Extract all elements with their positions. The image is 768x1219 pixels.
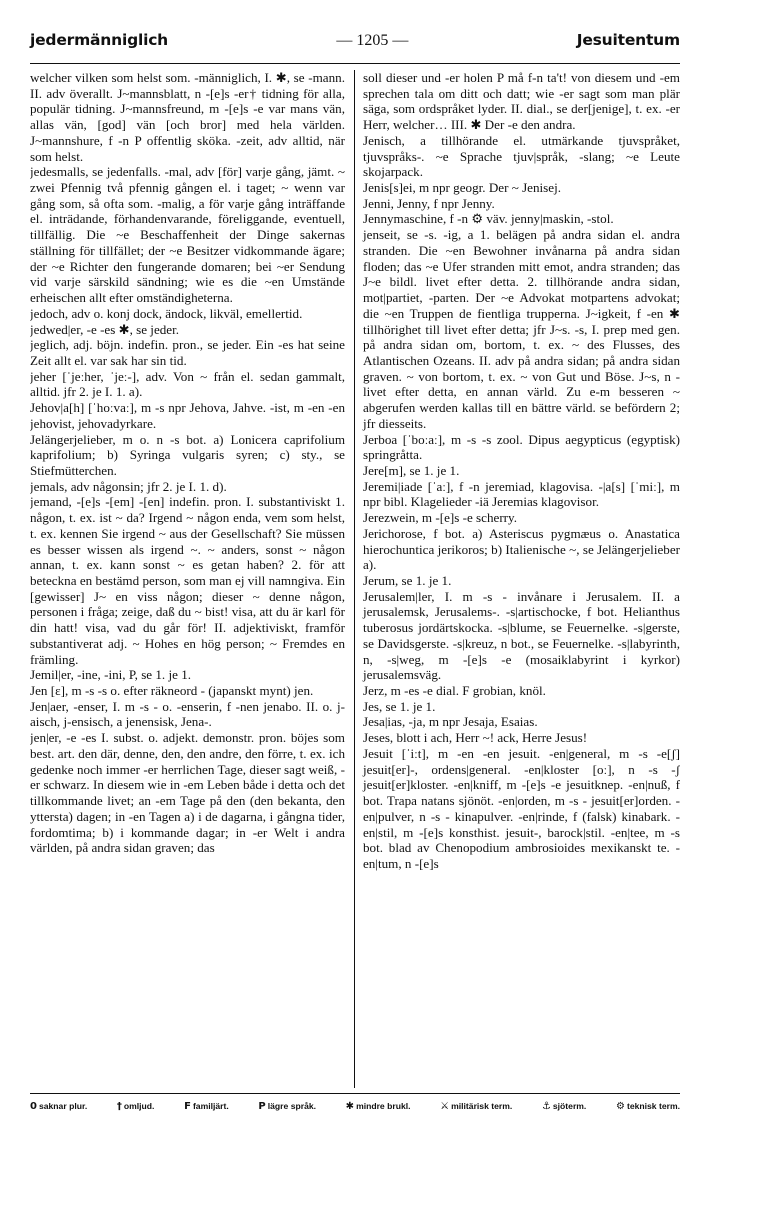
legend-item: ⚓ sjöterm. xyxy=(541,1100,587,1112)
entry: jeglich, adj. böjn. indefin. pron., se jeder. Ein -es hat seine Zeit allt el. var sak har sin tid. xyxy=(30,337,345,368)
entry: Jere[m], se 1. je 1. xyxy=(363,462,460,478)
f-symbol: F xyxy=(184,1100,191,1112)
entry: soll dieser und -er holen P må f-n ta't! von diesem und -em sprechen tala om ditt och datt; wie -er sagt som man plär säga, som ordspråket lyder. II. dial., se der[jenige], t. ex. -er Herr, welcher… III. ✱ Der -e den andra. xyxy=(363,70,680,133)
entry: Jehov|a[h] [ˈhoːvaː], m -s npr Jehova, Jahve. -ist, m -en -en jehovist, jehovadyrkare. xyxy=(30,400,345,431)
entry: Jerezwein, m -[e]s -e scherry. xyxy=(363,510,518,526)
gear-icon: ⚙ xyxy=(615,1100,625,1112)
dagger-symbol: † xyxy=(116,1100,122,1112)
entry: Jeremi|iade [ˈaː], f -n jeremiad, klagovisa. -|a[s] [ˈmiː], m npr bibl. Klagelieder -iä Jeremias klagovisor. xyxy=(363,478,680,510)
entry: Jenni, Jenny, f npr Jenny. xyxy=(363,195,495,211)
legend-item: ✱ mindre brukl. xyxy=(345,1100,411,1112)
page-number: — 1205 — xyxy=(336,32,409,49)
text-columns xyxy=(30,70,680,1088)
entry: Jelängerjelieber, m o. n -s bot. a) Lonicera caprifolium kaprifolium; b) Syringa vulgaris syren; c) sty., se Stiefmütterchen. xyxy=(30,431,345,478)
crossed-swords-icon: ⚔ xyxy=(440,1100,450,1112)
entry: Jerz, m -es -e dial. F grobian, knöl. xyxy=(363,683,546,699)
legend-item: † omljud. xyxy=(116,1100,155,1112)
entry: Jennymaschine, f -n ⚙ väv. jenny|maskin, -stol. xyxy=(363,211,614,227)
zero-symbol: 0 xyxy=(30,1100,37,1112)
entry: welcher vilken som helst som. -männiglich, I. ✱, se -mann. II. adv överallt. J~mannsblatt, n -[e]s -er† tidning för alla, populär tidning. J~mannsfreund, m -[e]s -e var mans vän, allas vän, [god] vän [och bror] med hela världen. J~mannshure, f -n P offentlig sköka. -zeit, adv alltid, när som helst. xyxy=(30,70,345,164)
legend-item: ⚔ militärisk term. xyxy=(440,1100,513,1112)
entry: jemand, -[e]s -[em] -[en] indefin. pron. I. substantiviskt 1. någon, t. ex. ist ~ da? Irgend ~ någon enda, vem som helst, t. ex. kennen Sie irgend ~ aus der Gesellschaft? Sie müssen es besser wissen als irgend ~. ~ anders, sonst ~ någon annan, t. ex. kann sonst ~ es getan haben? 2. för att beteckna en bestämd person, som man ej vill namngiva. Ein [gewisser] J~ en viss någon; dieser ~ denne någon, personen i fråga; zeige, daß du ~ bist! visa, att du är karl för din hatt! visa, vad du går för! II. adjektiviskt, framför substantiverat adj. ~ Hohes en hög person; ~ Fremdes en främling. xyxy=(30,494,345,667)
entry: Jes, se 1. je 1. xyxy=(363,698,436,714)
entry: Jen [ɛ], m -s -s o. efter räkneord - (japanskt mynt) jen. xyxy=(30,683,314,699)
asterisk-symbol: ✱ xyxy=(345,1100,355,1112)
abbreviation-legend xyxy=(30,1098,680,1114)
left-running-headword: jedermänniglich xyxy=(30,31,169,49)
footer-rule xyxy=(30,1093,680,1094)
entry: Jenis[s]ei, m npr geogr. Der ~ Jenisej. xyxy=(363,180,561,196)
p-symbol: P xyxy=(258,1100,266,1112)
entry: jedesmalls, se jedenfalls. -mal, adv [för] varje gång, jämt. ~ zwei Pfennig två pfennig gången el. i taget; ~ wenn var gång som, så ofta som. -malig, a för varje gång inträffande el. inträdande, förhandenvarande, föreliggande, eventuell, tillfällig. Die ~e Beschaffenheit der Dinge sakernas ställning för tillfället; der ~e Besitzer vidkommande ägare; der ~e Richter den fungerande domaren; bei ~er Sendung vid varje särskild sändning; wie es die ~en Umstände erheischen allt efter omständigheterna. xyxy=(30,164,345,306)
entry: Jerboa [ˈboːaː], m -s -s zool. Dipus aegypticus (egyptisk) springråtta. xyxy=(363,431,680,463)
header-rule xyxy=(30,63,680,64)
entry: Jemil|er, -ine, -ini, P, se 1. je 1. xyxy=(30,667,192,683)
entry: jemals, adv någonsin; jfr 2. je I. 1. d). xyxy=(30,478,227,494)
entry: jeher [ˈjeːher, ˈjeː-], adv. Von ~ från el. sedan gammalt, alltid. jfr 2. je I. 1. a). xyxy=(30,368,345,400)
entry: Jerum, se 1. je 1. xyxy=(363,573,452,588)
entry: Jeses, blott i ach, Herr ~! ack, Herre Jesus! xyxy=(363,730,588,746)
entry: jen|er, -e -es I. subst. o. adjekt. demonstr. pron. böjes som best. art. den där, denne, den, den andre, den förre, t. ex. ich gedenke noch immer -er herrlichen Tage, dieser sagt weiß, -er schwarz. In diesem wie in -em Leben både i detta och det tillkommande livet; an -em Tage på den (den bekanta, den yttersta) dagen; in -en Tagen a) i de dagarna, i gångna tider, fordomtima; b) i kommande dagar; in -er Welt i andra världen, på andra sidan graven; das xyxy=(30,730,345,856)
entry: Jerusalem|ler, I. m -s - invånare i Jerusalem. II. a jerusalemsk, Jerusalems-. -s|artischocke, f bot. Helianthus tuberosus jordärtskocka. -s|blume, se Feuernelke. -s|gerste, se Davidsgerste. -s|kreuz, n bot., se Feuernelke. -s|labyrinth, n, -s|weg, m -[e]s -e (mosaiklabyrint i kyrkor) jerusalemsväg. xyxy=(363,588,680,683)
legend-item: 0 saknar plur. xyxy=(30,1100,88,1112)
entry: Jesuit [ˈiːt], m -en -en jesuit. -en|general, m -s -e[ʃ] jesuit[er]-, ordens|general. -en|kloster [oː], n -s -ʃ jesuit[er]kloster. -en|kniff, m -[e]s -e jesuitknep. -en|nuß, f bot. Trapa natans sjönöt. -en|orden, m -s - jesuit[er]orden. -en|pulver, n -s - kinapulver. -en|rinde, f (falsk) kinabark. -en|stil, m -[e]s konsthist. jesuit-, barock|stil. -en|tee, m -s bot. blad av Chenopodium ambrosioides mexikanskt te. -en|tum, n -[e]s xyxy=(363,745,680,871)
right-running-headword: Jesuitentum xyxy=(576,31,680,49)
legend-item: P lägre språk. xyxy=(258,1100,317,1112)
entry: Jen|aer, -enser, I. m -s - o. -enserin, f -nen jenabo. II. o. j-aisch, j-ensisch, a jenensisk, Jena-. xyxy=(30,698,345,730)
left-column xyxy=(30,70,355,1088)
page-header xyxy=(30,31,680,57)
entry: Jerichorose, f bot. a) Asteriscus pygmæus o. Anastatica hierochuntica jerikoros; b) Italienische ~, se Jelängerjelieber a). xyxy=(363,525,680,573)
legend-item: ⚙ teknisk term. xyxy=(615,1100,680,1112)
right-column xyxy=(355,70,680,1088)
entry: jedoch, adv o. konj dock, ändock, likväl, emellertid. xyxy=(30,305,303,321)
anchor-icon: ⚓ xyxy=(541,1100,551,1112)
entry: jenseit, se -s. -ig, a 1. belägen på andra sidan el. andra stranden. Die ~en Bewohner invånarna på andra sidan floden; das ~e Ufer stranden mitt emot, andra stranden; das J~e bildl. livet efter detta. 2. tillhörande andra sidan, mot|partiet, -parten. Der ~e Advokat motpartens advokat; die ~en Truppen de fientliga trupperna. J~igkeit, f -en ✱ tillhörighet till livet efter detta; jfr J~s. -s, I. prep med gen. på andra sidan om, bortom, t. ex. ~ des Flusses, des Atlantischen Ozeans. II. adv på andra sidan; på andra sidan graven. ~ von bortom, t. ex. ~ von Gut und Böse. J~s, n - livet efter detta, en annan värld. Zu e-m besseren ~ abgerufen werden kallas till en bättre värld. se befördern 2; jfr diesseits. xyxy=(363,227,680,431)
entry: Jesa|ias, -ja, m npr Jesaja, Esaias. xyxy=(363,714,538,730)
entry: jedwed|er, -e -es ✱, se jeder. xyxy=(30,321,180,337)
legend-item: F familjärt. xyxy=(184,1100,229,1112)
entry: Jenisch, a tillhörande el. utmärkande tjuvspråket, tjuvspråks-. ~e Sprache tjuv|språk, -slang; ~e Leute skojarpack. xyxy=(363,132,680,180)
